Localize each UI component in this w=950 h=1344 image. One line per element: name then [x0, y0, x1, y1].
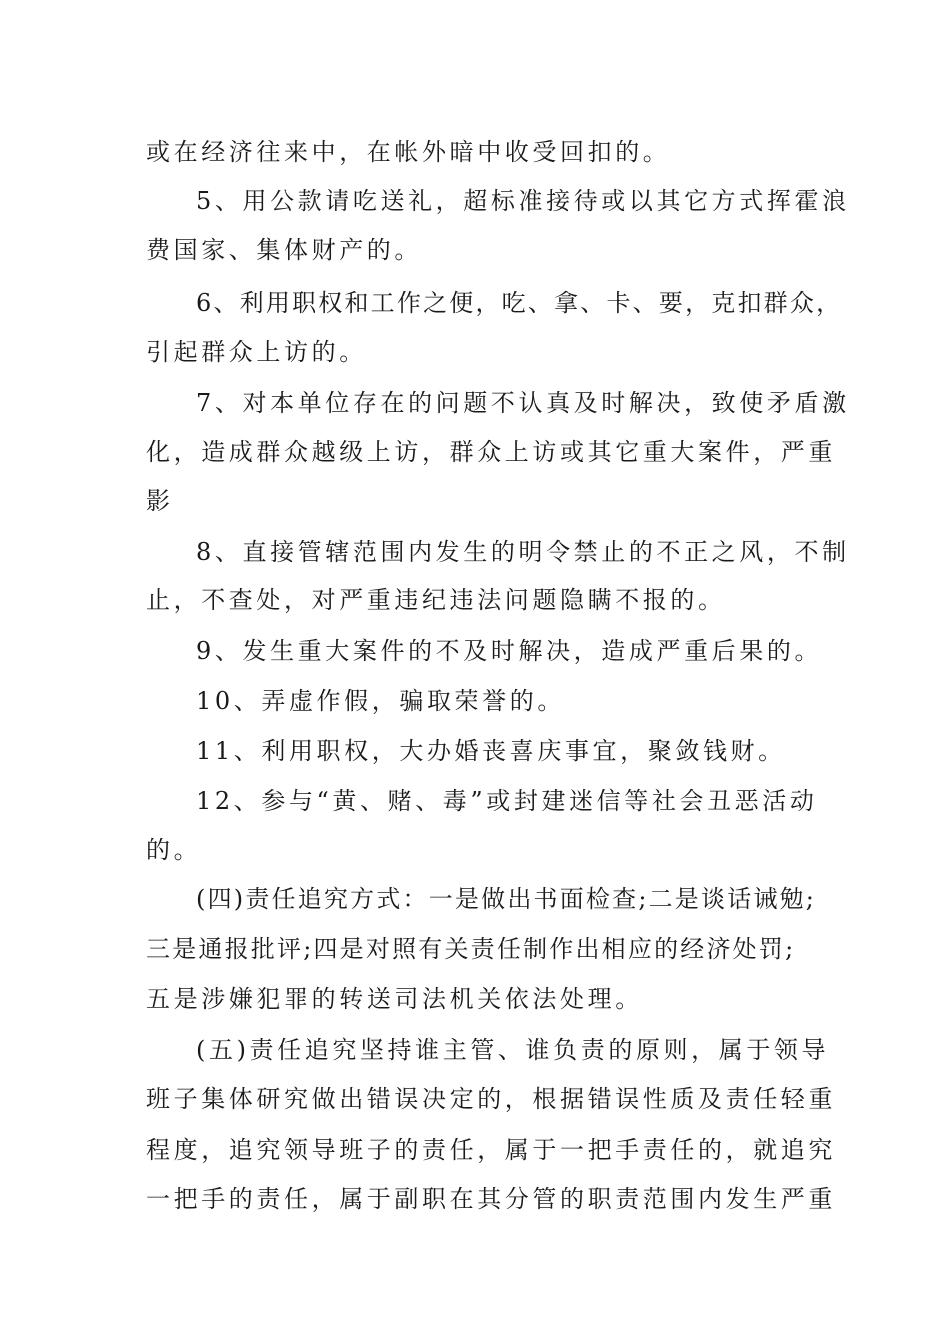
text-line: 8、直接管辖范围内发生的明令禁止的不正之风，不制: [196, 538, 850, 566]
text-line: 班子集体研究做出错误决定的，根据错误性质及责任轻重: [146, 1085, 836, 1113]
text-line: 11、利用职权，大办婚丧喜庆事宜，聚敛钱财。: [196, 737, 786, 765]
text-line: 12、参与“黄、赌、毒”或封建迷信等社会丑恶活动: [196, 787, 818, 815]
text-line: 的。: [146, 836, 202, 864]
text-line: (五)责任追究坚持谁主管、谁负责的原则，属于领导: [196, 1036, 830, 1064]
text-line: 5、用公款请吃送礼，超标准接待或以其它方式挥霍浪: [196, 187, 850, 215]
text-line: 6、利用职权和工作之便，吃、拿、卡、要，克扣群众，: [196, 289, 843, 317]
text-line: 9、发生重大案件的不及时解决，造成严重后果的。: [196, 637, 823, 665]
text-line: 影: [146, 487, 174, 515]
text-line: 化，造成群众越级上访，群众上访或其它重大案件，严重: [146, 438, 836, 466]
text-line: 7、对本单位存在的问题不认真及时解决，致使矛盾激: [196, 389, 850, 417]
text-line: 或在经济往来中，在帐外暗中收受回扣的。: [146, 138, 671, 166]
text-line: 费国家、集体财产的。: [146, 236, 422, 264]
text-line: 一把手的责任，属于副职在其分管的职责范围内发生严重: [146, 1185, 836, 1213]
text-line: 三是通报批评;四是对照有关责任制作出相应的经济处罚;: [146, 935, 796, 963]
text-line: 10、弄虚作假，骗取荣誉的。: [196, 687, 565, 715]
text-line: (四)责任追究方式：一是做出书面检查;二是谈话诫勉;: [196, 885, 817, 913]
text-line: 五是涉嫌犯罪的转送司法机关依法处理。: [146, 985, 643, 1013]
text-line: 程度，追究领导班子的责任，属于一把手责任的，就追究: [146, 1136, 836, 1164]
text-line: 引起群众上访的。: [146, 338, 367, 366]
text-line: 止，不查处，对严重违纪违法问题隐瞒不报的。: [146, 586, 726, 614]
